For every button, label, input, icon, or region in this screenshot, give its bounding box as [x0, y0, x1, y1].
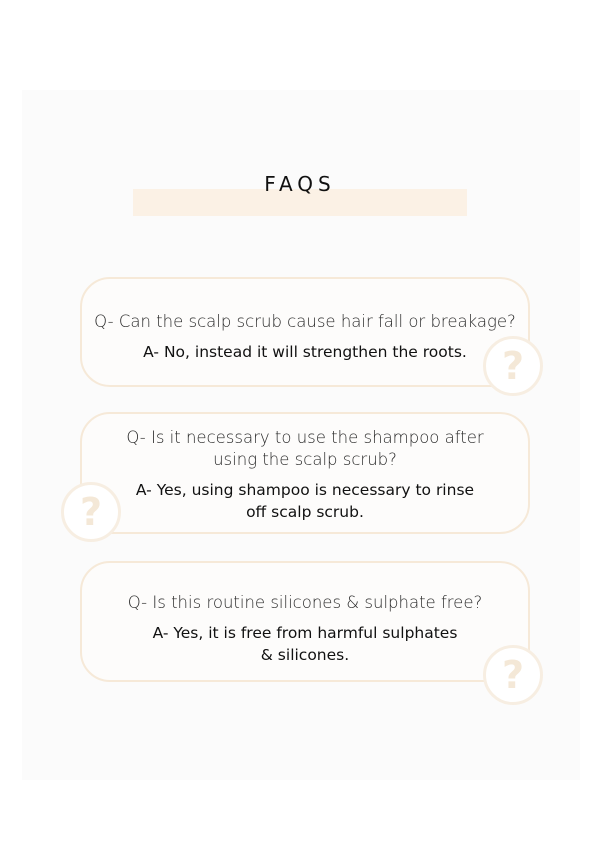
faq-1-answer: A- No, instead it will strengthen the roots.	[143, 343, 467, 361]
question-mark-icon: ?	[61, 482, 121, 542]
question-mark-icon: ?	[483, 645, 543, 705]
faq-heading: FAQS	[264, 172, 336, 196]
faq-2-question-line-1: Q- Is it necessary to use the shampoo after	[126, 428, 484, 447]
faq-2-answer-line-2: off scalp scrub.	[246, 503, 364, 521]
faq-2-answer-line-1: A- Yes, using shampoo is necessary to rinse	[135, 481, 475, 499]
faq-card-2	[80, 412, 530, 534]
question-mark-icon: ?	[483, 336, 543, 396]
faq-3-answer	[82, 622, 528, 666]
faq-2-content	[82, 427, 528, 523]
faq-2-answer	[82, 479, 528, 523]
faq-3-question: Q- Is this routine silicones & sulphate free?	[127, 593, 483, 612]
faq-1-content	[82, 311, 528, 363]
faq-2-question-line-2: using the scalp scrub?	[213, 450, 397, 469]
faq-card-3	[80, 561, 530, 682]
faq-3-answer-line-2: & silicones.	[260, 646, 350, 664]
faq-2-question	[82, 427, 528, 471]
faq-3-content	[82, 592, 528, 666]
faq-1-question: Q- Can the scalp scrub cause hair fall or breakage?	[94, 312, 516, 331]
faq-3-answer-line-1: A- Yes, it is free from harmful sulphates	[152, 624, 458, 642]
faq-card-1	[80, 277, 530, 387]
